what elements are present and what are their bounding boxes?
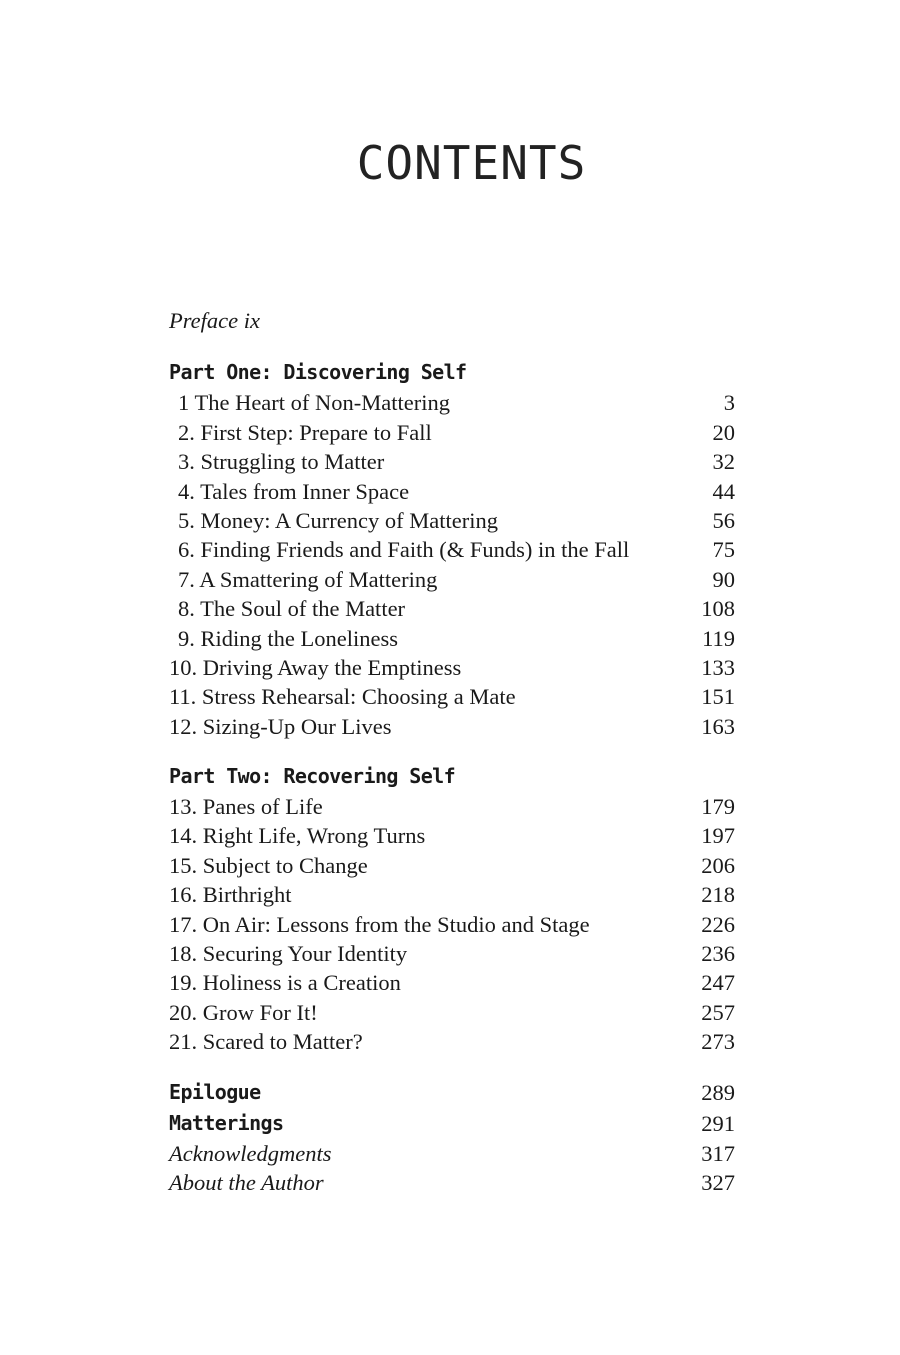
toc-entry	[169, 388, 735, 417]
toc-entry-label: Preface ix	[169, 308, 260, 333]
toc-entry-label: Matterings	[169, 1110, 284, 1135]
toc-entry	[169, 682, 735, 711]
toc-page-number: 327	[701, 1169, 735, 1195]
toc-entry-label: 1 The Heart of Non-Mattering	[178, 390, 450, 416]
toc-page-number: 3	[723, 390, 735, 416]
toc-entry-label: 19. Holiness is a Creation	[169, 970, 401, 996]
toc-entry-label: 12. Sizing-Up Our Lives	[169, 713, 392, 739]
toc-page-number: 289	[701, 1079, 735, 1105]
toc-entry-label: 7. A Smattering of Mattering	[178, 566, 438, 592]
toc-page-number: 247	[701, 970, 735, 996]
toc-page-number: 119	[702, 625, 735, 651]
toc-entry-label: 13. Panes of Life	[169, 794, 323, 820]
toc-page-number: 257	[701, 999, 735, 1025]
toc-entry-label: 16. Birthright	[169, 882, 292, 908]
toc-page-number: 163	[701, 713, 735, 739]
toc-entry	[169, 594, 735, 623]
toc-entry	[169, 477, 735, 506]
toc-entry	[169, 939, 735, 968]
toc-page-number: 226	[701, 911, 735, 937]
toc-entry-about-the-author	[169, 1168, 735, 1197]
toc-entry	[169, 998, 735, 1027]
toc-entry	[169, 880, 735, 909]
toc-entry-label: 9. Riding the Loneliness	[178, 625, 398, 651]
toc-entry-label: 15. Subject to Change	[169, 852, 368, 878]
section-heading-label: Part One: Discovering Self	[169, 360, 467, 385]
toc-entry	[169, 447, 735, 476]
toc-page-number: 20	[712, 419, 735, 445]
toc-page-number: 236	[701, 941, 735, 967]
toc-entry-label: 10. Driving Away the Emptiness	[169, 654, 462, 680]
toc-entry-label: Acknowledgments	[169, 1140, 332, 1166]
toc-entry	[169, 712, 735, 741]
toc-entry-label: 8. The Soul of the Matter	[178, 596, 406, 622]
toc-page-number: 108	[701, 596, 735, 622]
toc-entry	[169, 968, 735, 997]
toc-entry-matterings	[169, 1108, 735, 1139]
toc-page-number: 291	[701, 1110, 735, 1136]
toc-entry-label: 11. Stress Rehearsal: Choosing a Mate	[169, 684, 516, 710]
part-one-heading	[169, 357, 735, 388]
toc-page-number: 273	[701, 1029, 735, 1055]
toc-entry	[169, 535, 735, 564]
toc-entry-label: 6. Finding Friends and Faith (& Funds) in the Fall	[178, 537, 630, 563]
part-two-heading	[169, 761, 735, 792]
toc-page-number: 44	[712, 478, 735, 504]
toc-page-number: 317	[701, 1140, 735, 1166]
toc-entry	[169, 1027, 735, 1056]
toc-entry	[169, 565, 735, 594]
toc-entry-label: 20. Grow For It!	[169, 999, 318, 1025]
toc-entry-label: Epilogue	[169, 1079, 261, 1104]
toc-page-number: 206	[701, 852, 735, 878]
table-of-contents	[169, 306, 735, 1197]
toc-entry	[169, 506, 735, 535]
page-title: CONTENTS	[356, 136, 587, 190]
toc-entry	[169, 851, 735, 880]
toc-page-number: 197	[701, 823, 735, 849]
toc-page-number: 75	[712, 537, 735, 563]
toc-entry-label: 2. First Step: Prepare to Fall	[178, 419, 432, 445]
toc-page-number: 90	[712, 566, 735, 592]
toc-entry	[169, 418, 735, 447]
toc-page-number: 133	[701, 654, 735, 680]
toc-entry-label: 14. Right Life, Wrong Turns	[169, 823, 426, 849]
toc-page-number: 151	[701, 684, 735, 710]
toc-page-number: 218	[701, 882, 735, 908]
toc-entry-label: 18. Securing Your Identity	[169, 941, 408, 967]
toc-entry	[169, 821, 735, 850]
section-heading-label: Part Two: Recovering Self	[169, 764, 456, 789]
toc-entry-label: 17. On Air: Lessons from the Studio and Stage	[169, 911, 590, 937]
toc-entry	[169, 792, 735, 821]
toc-entry	[169, 653, 735, 682]
toc-page-number: 179	[701, 794, 735, 820]
toc-entry-preface	[169, 306, 735, 335]
toc-entry-label: 21. Scared to Matter?	[169, 1029, 363, 1055]
toc-page-number: 32	[712, 449, 735, 475]
toc-entry-acknowledgments	[169, 1139, 735, 1168]
toc-entry-label: 3. Struggling to Matter	[178, 449, 385, 475]
toc-entry-label: 5. Money: A Currency of Mattering	[178, 507, 498, 533]
toc-entry-label: 4. Tales from Inner Space	[178, 478, 410, 504]
toc-entry	[169, 624, 735, 653]
toc-page-number: 56	[712, 507, 735, 533]
toc-entry	[169, 910, 735, 939]
toc-entry-epilogue	[169, 1077, 735, 1108]
toc-entry-label: About the Author	[169, 1169, 324, 1195]
